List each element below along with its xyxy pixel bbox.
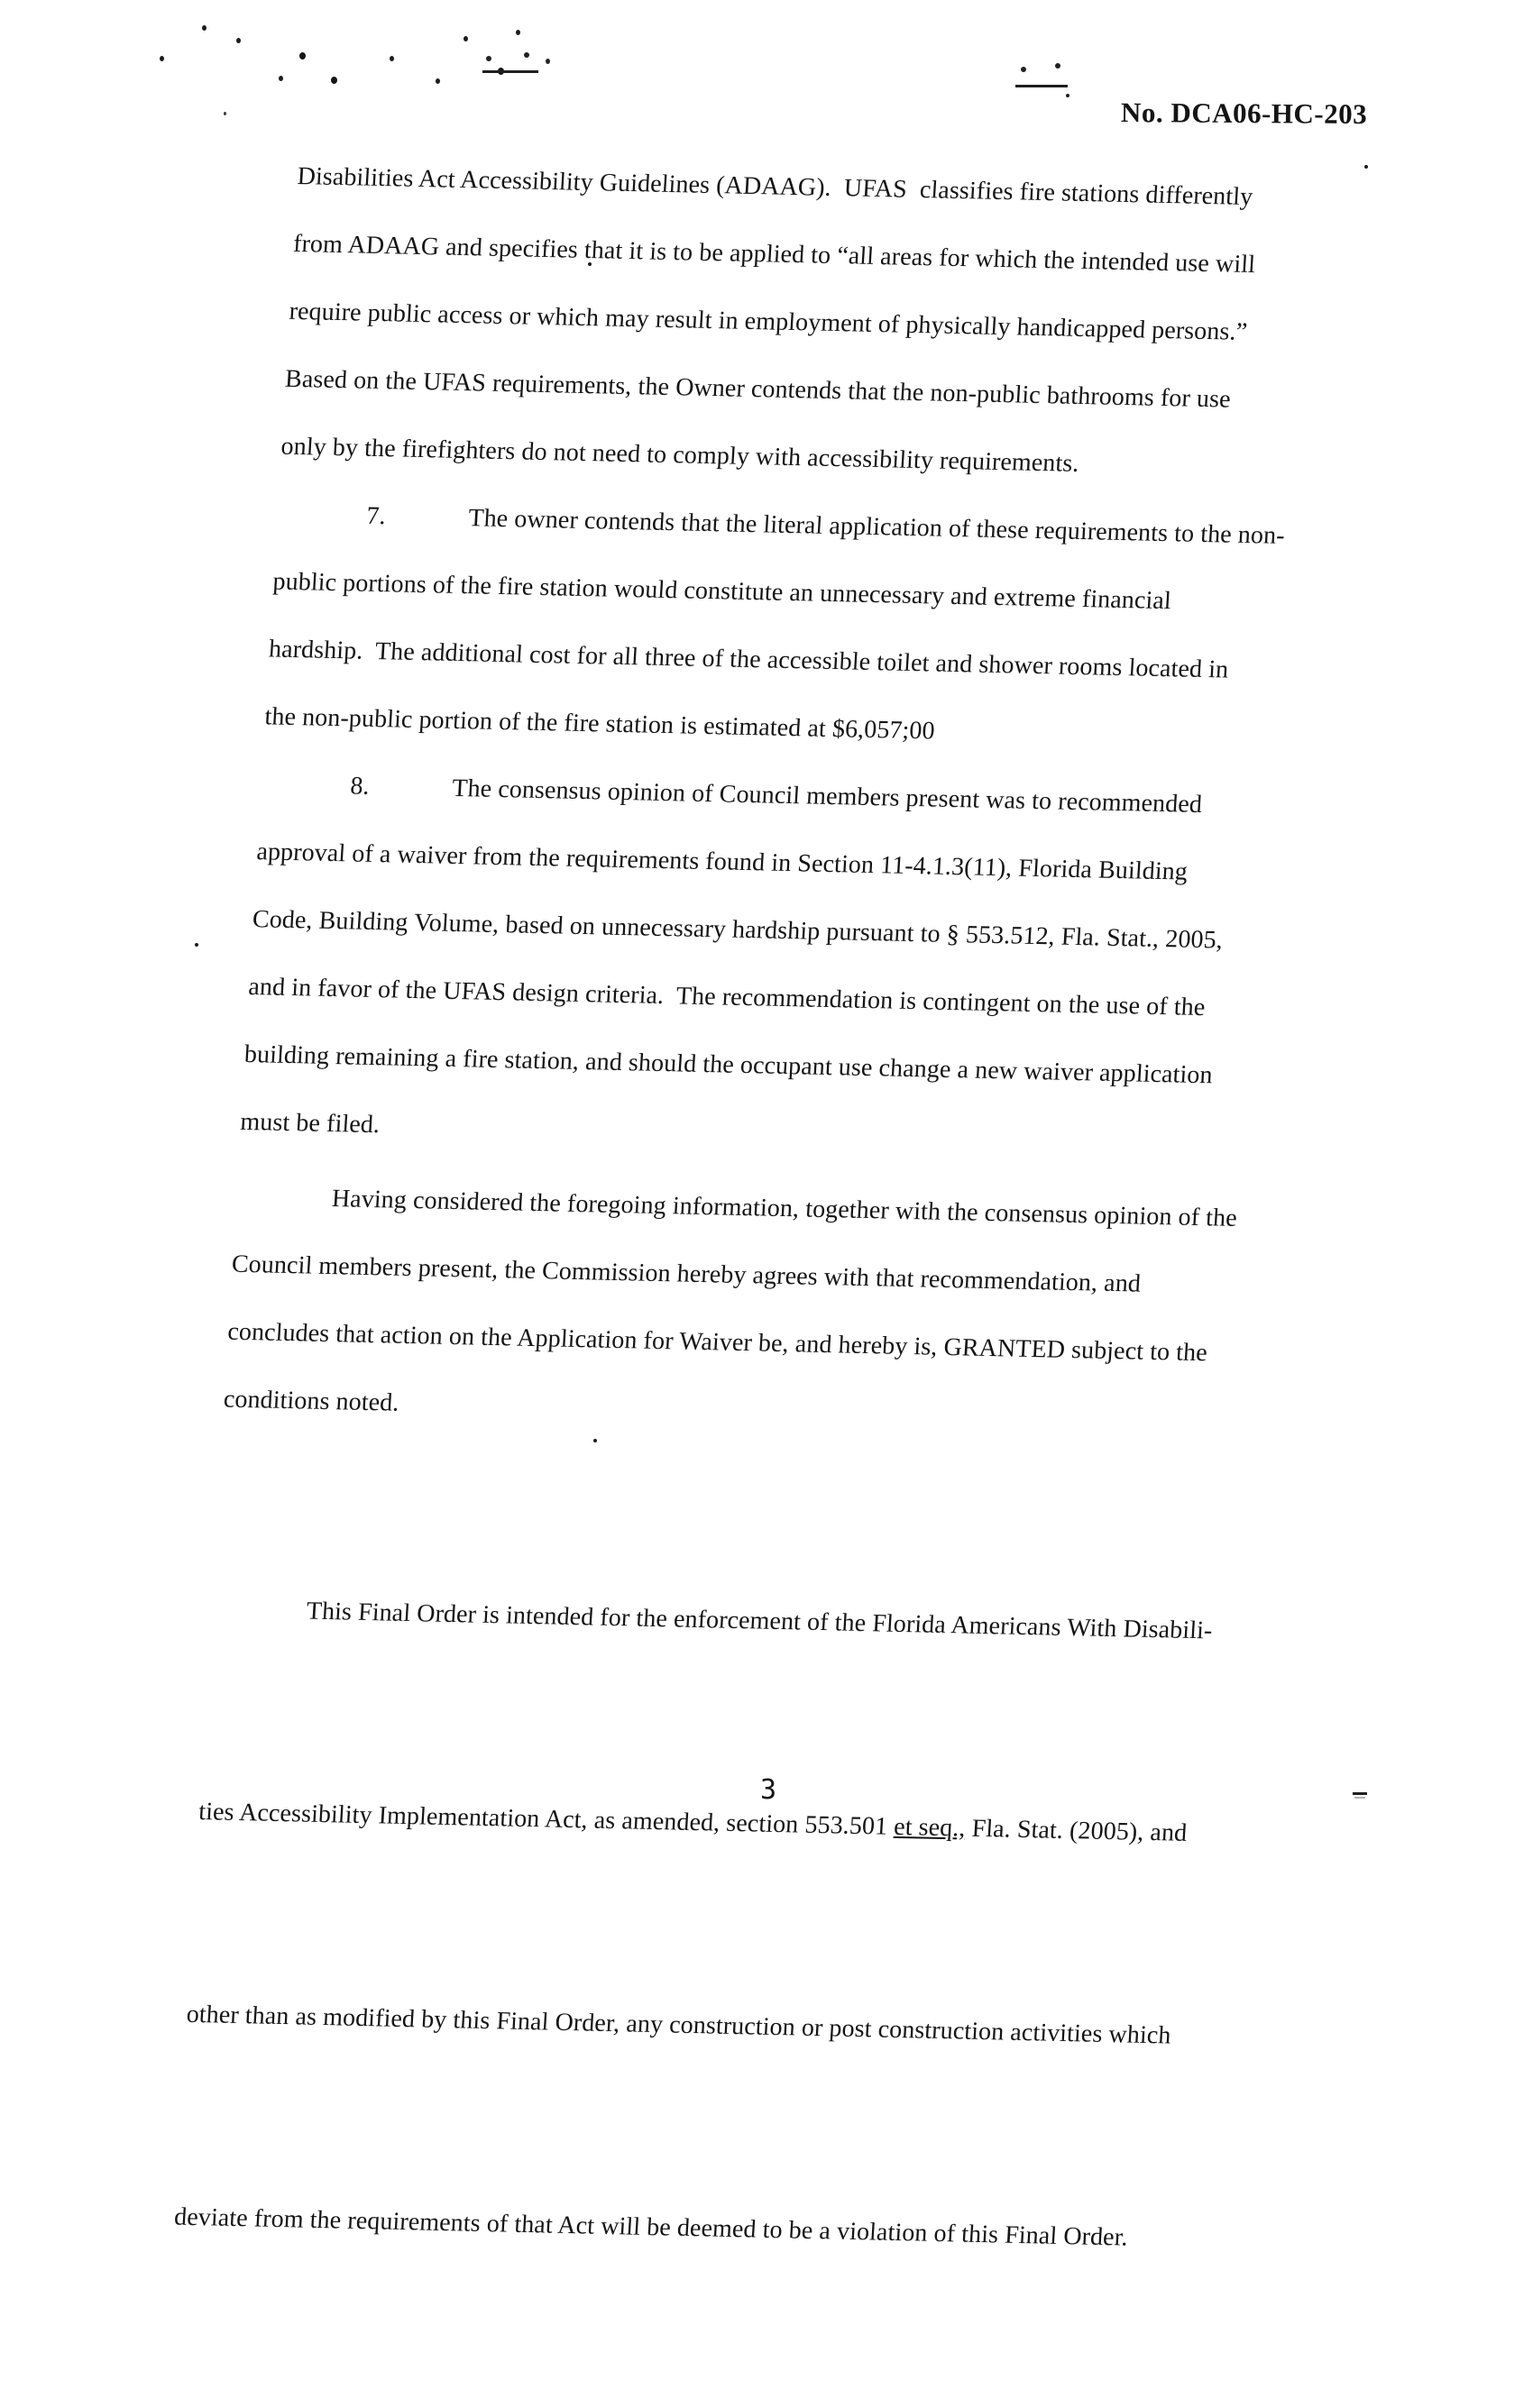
scan-smudge-top-center (482, 50, 542, 79)
scan-tick (486, 56, 491, 61)
paragraph-having-considered: Having considered the foregoing information, together with the consensus opinion of the Council members present, the Commission hereby agrees with that recommendation, and concludes that action on the Application for Waiver be, and hereby is, GRANTED subject to the conditions noted. (223, 1182, 1238, 1417)
final-order-citation-underlined: et seq., (893, 1812, 967, 1843)
scan-tick (1021, 67, 1026, 72)
scan-dash (1353, 1792, 1367, 1795)
scan-tick (524, 52, 529, 58)
scan-speckle-cluster (202, 25, 207, 31)
final-order-line-4: deviate from the requirements of that Act will be deemed to be a violation of this Final Order. (173, 2202, 1129, 2252)
scan-tick (1055, 63, 1060, 69)
final-order-line-2 (197, 1778, 1208, 1867)
page-number: 3 (760, 1774, 777, 1806)
final-order-line-2-post: Fla. Stat. (2005), and (964, 1814, 1189, 1847)
paragraph-8: 8. The consensus opinion of Council members present was to recommended approval of a waiver from the requirements found in Section 11-4.1.3(11), Florida Building Code, Building Volume, based on unnecessary hardship pursuant to § 553.512, Fla. Stat., 2005, and in favor of the UFAS design criteria. The recommendation is contingent on the use of the building remaining a fire station, and should the occupant use change a new waiver application must be filed. (239, 770, 1224, 1140)
scan-smudge-top-right (1015, 60, 1073, 99)
scan-smudge-bottom-right (1353, 1790, 1371, 1799)
paragraph-continuation: Disabilities Act Accessibility Guidelines (ADAAG). UFAS classifies fire stations differently from ADAAG and specifies that it is to be applied to “all areas for which the intended use will require public access or which may result in employment of physically handicapped persons.” Based on the UFAS requirements, the Owner contends that the non-public bathrooms for use only by the firefighters do not need to comply with accessibility requirements. (280, 161, 1256, 478)
scan-dash (1354, 1797, 1365, 1799)
paragraph-final-order (164, 1440, 1229, 2407)
scan-dot (1364, 165, 1368, 169)
case-number: No. DCA06-HC-203 (1120, 96, 1368, 130)
scan-tick (1066, 94, 1069, 97)
document-body (164, 142, 1308, 2408)
final-order-line-1: This Final Order is intended for the enforcement of the Florida Americans With Disabili- (209, 1595, 1214, 1645)
scan-dash (1015, 85, 1068, 87)
final-order-line-2-pre: ties Accessibility Implementation Act, as amended, section 553.501 (197, 1798, 895, 1841)
final-order-line-3: other than as modified by this Final Order, any construction or post construction activities which (185, 2000, 1172, 2050)
paragraph-7: 7. The owner contends that the literal application of these requirements to the non- public portions of the fire station would constitute an unnecessary and extreme financial hardship. The additional cost for all three of the accessible toilet and shower rooms located in the non-public portion of the fire station is estimated at $6,057;00 (263, 499, 1286, 746)
scan-dash (482, 70, 538, 73)
scan-dot (195, 943, 198, 947)
